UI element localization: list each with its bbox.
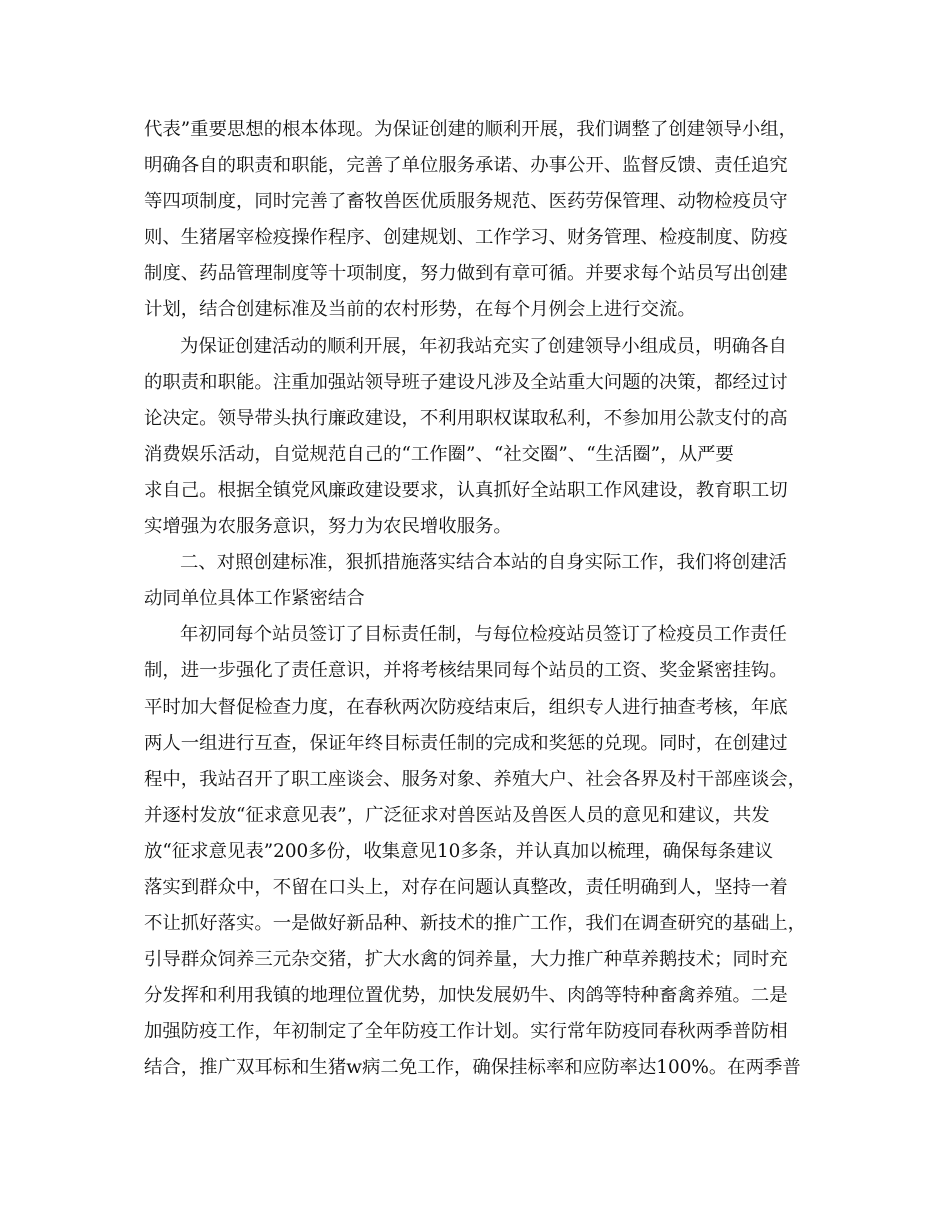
text-line: 落实到群众中，不留在口头上，对存在问题认真整改，责任明确到人，坚持一着 bbox=[144, 876, 788, 898]
text-line: 等四项制度，同时完善了畜牧兽医优质服务规范、医药劳保管理、动物检疫员守 bbox=[144, 191, 788, 213]
text-line: 代表”重要思想的根本体现。为保证创建的顺利开展，我们调整了创建领导小组， bbox=[144, 119, 798, 140]
text-line: 加强防疫工作，年初制定了全年防疫工作计划。实行常年防疫同春秋两季普防相 bbox=[144, 1021, 788, 1043]
text-line: 明确各自的职责和职能，完善了单位服务承诺、办事公开、监督反馈、责任追究 bbox=[144, 155, 788, 177]
document-body bbox=[144, 112, 808, 1087]
text-line: 实增强为农服务意识，努力为农民增收服务。 bbox=[144, 516, 512, 538]
text-line: 制度、药品管理制度等十项制度，努力做到有章可循。并要求每个站员写出创建 bbox=[144, 263, 788, 285]
text-line: 制，进一步强化了责任意识，并将考核结果同每个站员的工资、奖金紧密挂钩。 bbox=[144, 660, 788, 682]
text-line: 的职责和职能。注重加强站领导班子建设凡涉及全站重大问题的决策，都经过讨 bbox=[144, 371, 788, 393]
text-line: 计划，结合创建标准及当前的农村形势，在每个月例会上进行交流。 bbox=[144, 299, 696, 321]
text-line: 两人一组进行互查，保证年终目标责任制的完成和奖惩的兑现。同时，在创建过 bbox=[144, 732, 788, 754]
text-line: 放“征求意见表”200多份，收集意见10多条，并认真加以梳理，确保每条建议 bbox=[144, 840, 774, 862]
text-line: 则、生猪屠宰检疫操作程序、创建规划、工作学习、财务管理、检疫制度、防疫 bbox=[144, 227, 788, 249]
text-line: 引导群众饲养三元杂交猪，扩大水禽的饲养量，大力推广种草养鹅技术；同时充 bbox=[144, 949, 788, 971]
text-line: 为保证创建活动的顺利开展，年初我站充实了创建领导小组成员，明确各自 bbox=[180, 335, 787, 357]
text-line: 并逐村发放“征求意见表”，广泛征求对兽医站及兽医人员的意见和建议，共发 bbox=[144, 804, 770, 826]
text-line: 消费娱乐活动，自觉规范自己的“工作圈”、“社交圈”、“生活圈”，从严要 bbox=[144, 443, 734, 465]
paragraph bbox=[144, 545, 808, 617]
paragraph bbox=[144, 329, 808, 546]
text-line: 年初同每个站员签订了目标责任制，与每位检疫站员签订了检疫员工作责任 bbox=[180, 624, 787, 646]
text-line: 论决定。领导带头执行廉政建设，不利用职权谋取私利，不参加用公款支付的高 bbox=[144, 407, 788, 429]
text-line: 二、对照创建标准，狠抓措施落实结合本站的自身实际工作，我们将创建活 bbox=[180, 552, 787, 574]
text-line: 求自己。根据全镇党风廉政建设要求，认真抓好全站职工作风建设，教育职工切 bbox=[144, 479, 788, 501]
paragraph bbox=[144, 112, 808, 329]
text-line: 平时加大督促检查力度，在春秋两次防疫结束后，组织专人进行抽查考核，年底 bbox=[144, 696, 788, 718]
text-line: 结合，推广双耳标和生猪w病二免工作，确保挂标率和应防率达100%。在两季普 bbox=[144, 1057, 801, 1079]
text-line: 程中，我站召开了职工座谈会、服务对象、养殖大户、社会各界及村干部座谈会， bbox=[144, 768, 807, 790]
text-line: 分发挥和利用我镇的地理位置优势，加快发展奶牛、肉鸽等特种畜禽养殖。二是 bbox=[144, 985, 788, 1007]
text-line: 动同单位具体工作紧密结合 bbox=[144, 588, 365, 610]
text-line: 不让抓好落实。一是做好新品种、新技术的推广工作，我们在调查研究的基础上， bbox=[144, 913, 807, 935]
paragraph bbox=[144, 617, 808, 1086]
